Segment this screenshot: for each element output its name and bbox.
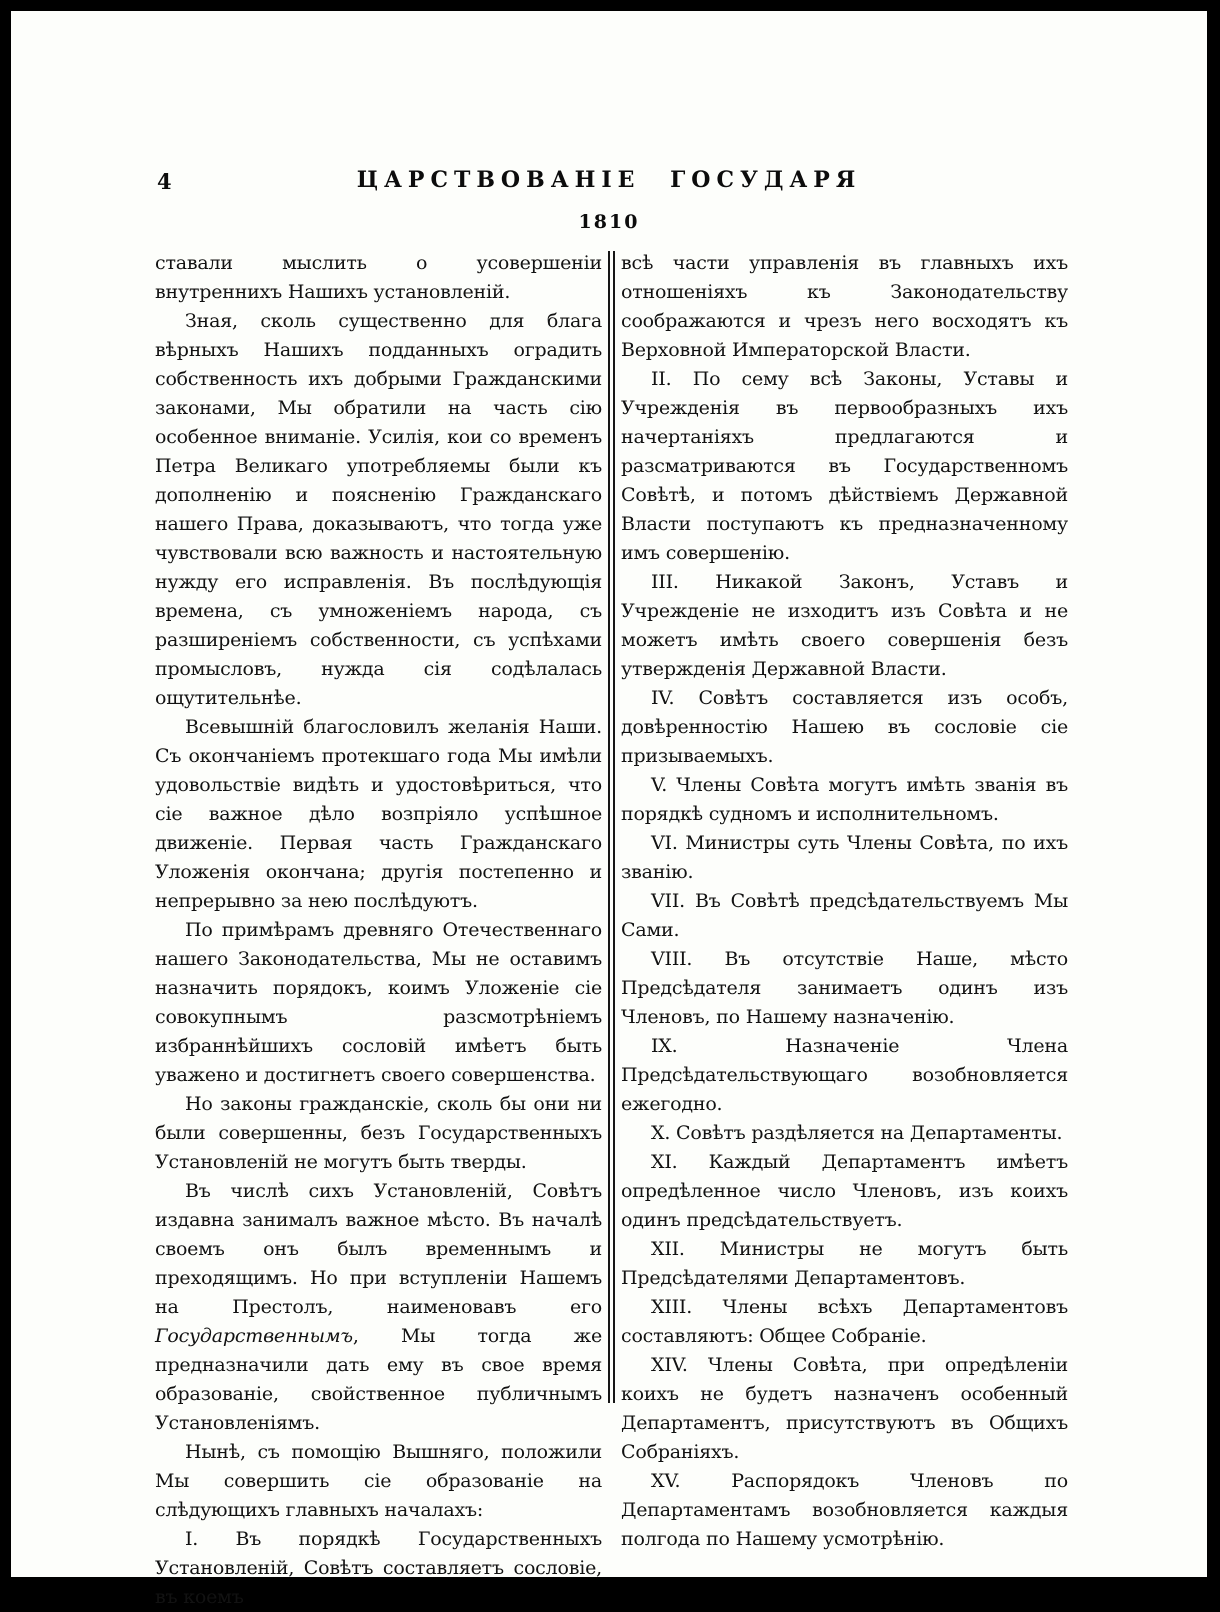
paragraph [621,945,1068,1032]
text-run: XV. Распорядокъ Членовъ по Департаментамъ возобновляется каждыя полгода по Нашему усмотрѣнію. [621,1470,1068,1550]
paragraph [155,307,602,713]
text-run: Нынѣ, съ помощію Вышняго, положили Мы совершить сіе образованіе на слѣдующихъ главныхъ началахъ: [155,1441,602,1521]
paragraph [155,1525,602,1612]
text-run: I. Въ порядкѣ Государственныхъ Установленій, Совѣтъ составляетъ сословіе, въ коемъ [155,1528,602,1608]
text-run: По примѣрамъ древняго Отечественнаго нашего Законодательства, Мы не оставимъ назначить порядокъ, коимъ Уложеніе сіе совокупнымъ разсмотрѣніемъ избраннѣйшихъ сословій имѣетъ быть уважено и достигнетъ своего совершенства. [155,919,602,1086]
paragraph [155,1177,602,1438]
document-page [11,11,1207,1608]
text-run: VIII. Въ отсутствіе Наше, мѣсто Предсѣдателя занимаетъ одинъ изъ Членовъ, по Нашему назначенію. [621,948,1068,1028]
text-column-left [155,249,602,1612]
text-run: V. Члены Совѣта могутъ имѣть званія въ порядкѣ судномъ и исполнительномъ. [621,774,1068,825]
text-run: XII. Министры не могутъ быть Предсѣдателями Департаментовъ. [621,1238,1068,1289]
text-run: Въ числѣ сихъ Установленій, Совѣтъ издавна занималъ важное мѣсто. Въ началѣ своемъ онъ былъ временнымъ и преходящимъ. Но при вступленіи Нашемъ на Престолъ, наименовавъ его [155,1180,602,1318]
paragraph [621,1235,1068,1293]
text-run: XIII. Члены всѣхъ Департаментовъ составляютъ: Общее Собраніе. [621,1296,1068,1347]
text-run: Зная, сколь существенно для блага вѣрныхъ Нашихъ подданныхъ оградить собственность ихъ добрыми Гражданскими законами, Мы обратили на часть сію особенное вниманіе. Усилія, кои со временъ Петра Великаго употребляемы были къ дополненію и поясненію Гражданскаго нашего Права, доказываютъ, что тогда уже чувствовали всю важность и настоятельную нужду его исправленія. Въ послѣдующія времена, съ умноженіемъ народа, съ разширеніемъ собственности, съ успѣхами промысловъ, нужда сія содѣлалась ощутительнѣе. [155,310,602,709]
paragraph [621,568,1068,684]
paragraph [155,1438,602,1525]
running-header-title: ЦАРСТВОВАНІЕ ГОСУДАРЯ [356,167,862,193]
paragraph [621,771,1068,829]
italic-text-run: Государственнымъ [155,1325,353,1347]
running-header-year: 1810 [578,211,640,233]
page-number: 4 [157,169,172,194]
paragraph [155,713,602,916]
paragraph [621,1467,1068,1554]
text-run: IX. Назначеніе Члена Предсѣдательствующаго возобновляется ежегодно. [621,1035,1068,1115]
paragraph [155,1090,602,1177]
paragraph [621,1148,1068,1235]
text-run: IV. Совѣтъ составляется изъ особъ, довѣренностію Нашею въ сословіе сіе призываемыхъ. [621,687,1068,767]
text-run: III. Никакой Законъ, Уставъ и Учрежденіе не изходитъ изъ Совѣта и не можетъ имѣть своего совершенія безъ утвержденія Державной Власти. [621,571,1068,680]
paragraph [621,1032,1068,1119]
text-run: VI. Министры суть Члены Совѣта, по ихъ званію. [621,832,1068,883]
text-run: X. Совѣтъ раздѣляется на Департаменты. [651,1122,1063,1144]
text-run: , Мы тогда же предназначили дать ему въ свое время образованіе, свойственное публичнымъ Установленіямъ. [155,1325,602,1434]
text-run: ставали мыслить о усовершеніи внутреннихъ Нашихъ установленій. [155,252,602,303]
paragraph [621,887,1068,945]
paragraph [621,829,1068,887]
paragraph [155,249,602,307]
text-run: XI. Каждый Департаментъ имѣетъ опредѣленное число Членовъ, изъ коихъ одинъ предсѣдательствуетъ. [621,1151,1068,1231]
text-run: XIV. Члены Совѣта, при опредѣленіи коихъ не будетъ назначенъ особенный Департаментъ, присутствуютъ въ Общихъ Собраніяхъ. [621,1354,1068,1463]
paragraph [621,249,1068,365]
text-run: VII. Въ Совѣтѣ предсѣдательствуемъ Мы Сами. [621,890,1068,941]
paragraph [621,1351,1068,1467]
paragraph [621,1119,1068,1148]
paragraph [155,916,602,1090]
text-run: всѣ части управленія въ главныхъ ихъ отношеніяхъ къ Законодательству соображаются и чрезъ него восходятъ къ Верховной Императорской Власти. [621,252,1068,361]
paragraph [621,365,1068,568]
text-run: II. По сему всѣ Законы, Уставы и Учрежденія въ первообразныхъ ихъ начертаніяхъ предлагаются и разсматриваются въ Государственномъ Совѣтѣ, и потомъ дѣйствіемъ Державной Власти поступаютъ къ предназначенному имъ совершенію. [621,368,1068,564]
paragraph [621,684,1068,771]
text-column-right [621,249,1068,1554]
column-divider-rule [608,251,615,1403]
paragraph [621,1293,1068,1351]
text-run: Всевышній благословилъ желанія Наши. Съ окончаніемъ протекшаго года Мы имѣли удовольствіе видѣть и удостовѣриться, что сіе важное дѣло возпріяло успѣшное движеніе. Первая часть Гражданскаго Уложенія окончана; другія постепенно и непрерывно за нею послѣдуютъ. [155,716,602,912]
text-run: Но законы гражданскіе, сколь бы они ни были совершенны, безъ Государственныхъ Установленій не могутъ быть тверды. [155,1093,602,1173]
